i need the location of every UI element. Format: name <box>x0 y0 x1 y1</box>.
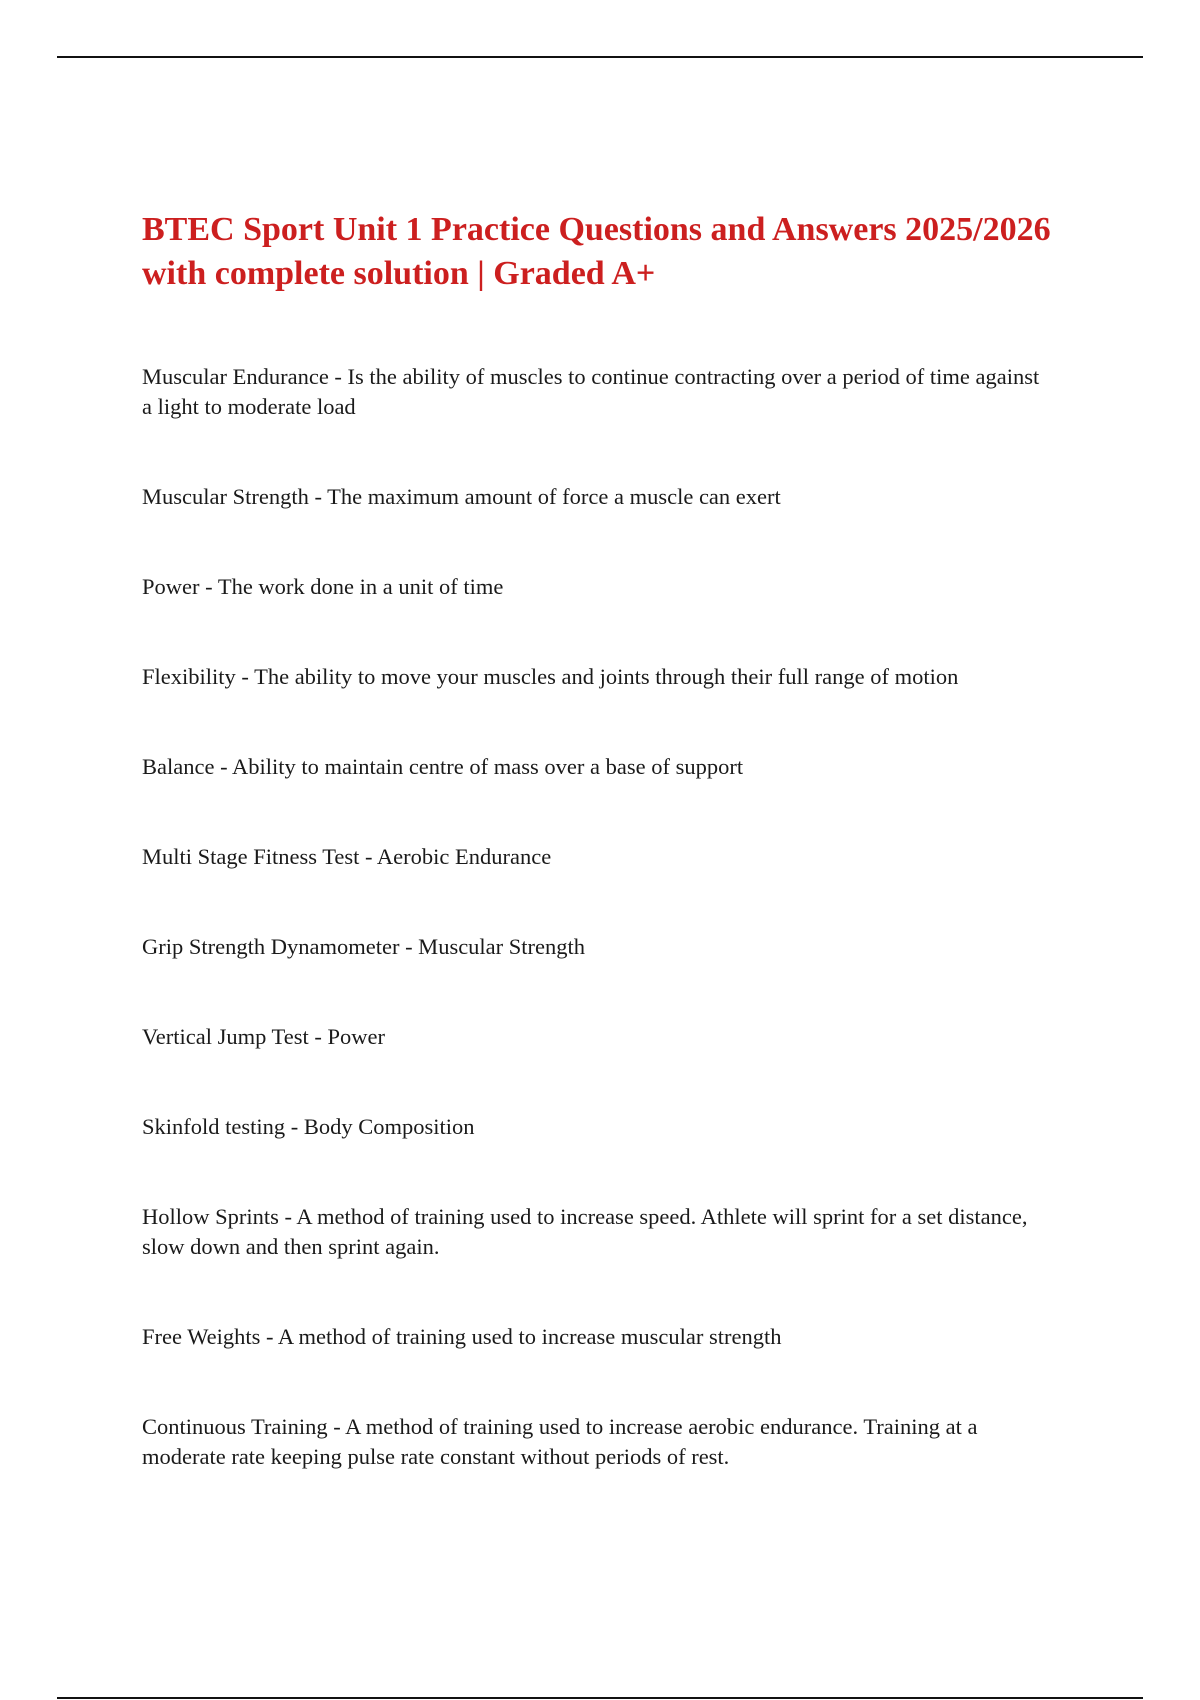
entry-vertical-jump-test: Vertical Jump Test - Power <box>142 1024 385 1049</box>
document-title: BTEC Sport Unit 1 Practice Questions and Answers 2025/2026 with complete solution | Graded A+ <box>142 211 1051 292</box>
entry-skinfold-testing: Skinfold testing - Body Composition <box>142 1114 475 1139</box>
entry-muscular-strength: Muscular Strength - The maximum amount of force a muscle can exert <box>142 484 781 509</box>
entry-muscular-endurance: Muscular Endurance - Is the ability of muscles to continue contracting over a period of time against a light to moderate load <box>142 364 1040 419</box>
entry-hollow-sprints: Hollow Sprints - A method of training used to increase speed. Athlete will sprint for a set distance, slow down and then sprint again. <box>142 1204 1028 1259</box>
entry-balance: Balance - Ability to maintain centre of mass over a base of support <box>142 754 744 779</box>
bottom-rule <box>57 1697 1143 1699</box>
top-rule <box>57 56 1143 58</box>
entry-free-weights: Free Weights - A method of training used to increase muscular strength <box>142 1324 782 1349</box>
entry-multi-stage-fitness-test: Multi Stage Fitness Test - Aerobic Endurance <box>142 844 552 869</box>
entry-power: Power - The work done in a unit of time <box>142 574 504 599</box>
entry-grip-strength-dynamometer: Grip Strength Dynamometer - Muscular Strength <box>142 934 586 959</box>
entry-continuous-training: Continuous Training - A method of training used to increase aerobic endurance. Training at a moderate rate keeping pulse rate constant without periods of rest. <box>142 1414 978 1469</box>
entry-flexibility: Flexibility - The ability to move your muscles and joints through their full range of motion <box>142 664 959 689</box>
